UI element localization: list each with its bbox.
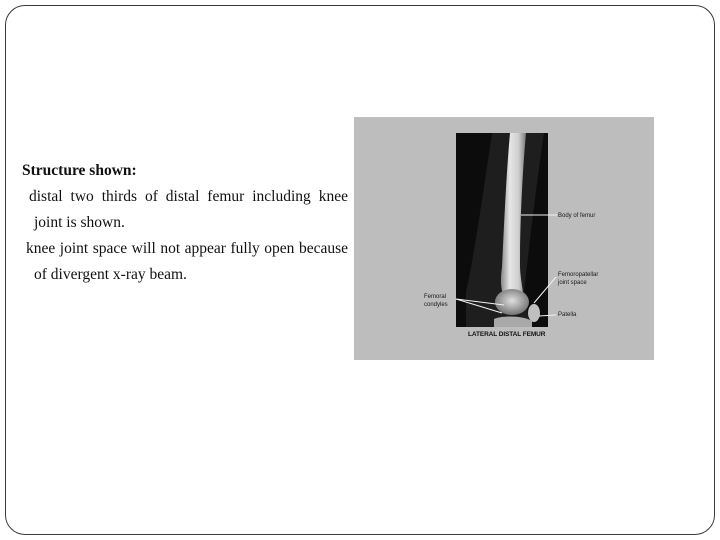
xray-illustration — [354, 117, 654, 360]
paragraph-structure: distal two thirds of distal femur including knee joint is shown. — [29, 188, 348, 231]
label-body-of-femur: Body of femur — [558, 213, 596, 219]
xray-figure — [354, 117, 654, 360]
paragraph-joint-space: knee joint space will not appear fully open because of divergent x-ray beam. — [26, 240, 348, 283]
label-femoral-condyles: Femoral condyles — [424, 294, 448, 308]
femoral-condyle-shape — [495, 289, 529, 315]
figure-caption: LATERAL DISTAL FEMUR — [468, 331, 546, 338]
slide-text-block — [22, 158, 348, 288]
label-femoropatellar-joint-space: Femoropatellar joint space — [558, 272, 599, 286]
slide-heading: Structure shown: — [22, 162, 137, 179]
label-patella: Patella — [558, 312, 577, 318]
patella-shape — [528, 304, 540, 322]
